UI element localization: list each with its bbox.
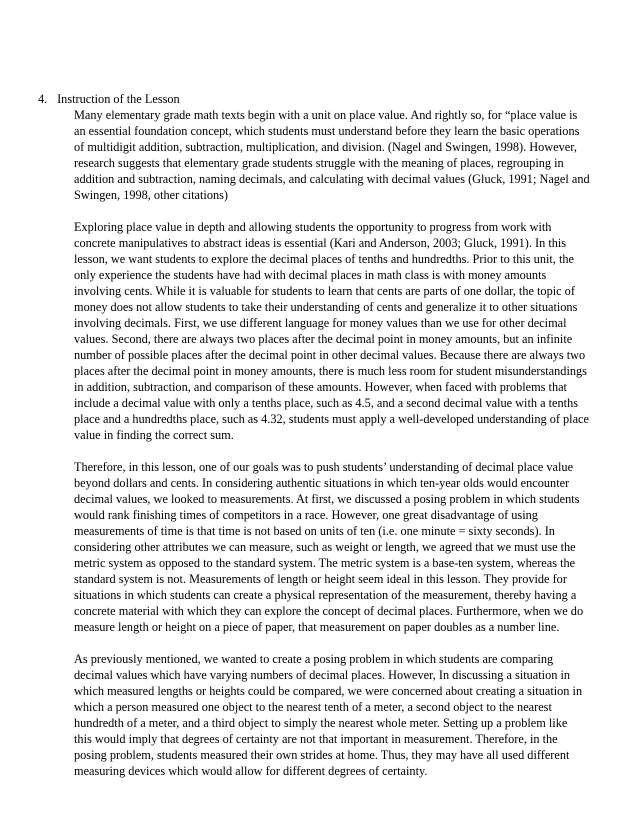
- paragraph-line: research suggests that elementary grade students struggle with the meaning of places, regrouping in: [74, 156, 564, 170]
- paragraph-line: which measured lengths or heights could be compared, we were concerned about creating a situation in: [74, 684, 583, 698]
- paragraph-line: only experience the students have had with decimal places in math class is with money amounts: [74, 268, 547, 282]
- paragraph-line: which a person measured one object to the nearest tenth of a meter, a second object to the nearest: [74, 700, 552, 714]
- body-paragraph: [74, 651, 609, 779]
- paragraph-line: addition and subtraction, naming decimals, and calculating with decimal values (Gluck, 1991; Nagel and: [74, 172, 590, 186]
- paragraph-line: of multidigit addition, subtraction, multiplication, and division. (Nagel and Swingen, 1998). However,: [74, 140, 577, 154]
- paragraph-line: lesson, we want students to explore the decimal places of tenths and hundredths. Prior to this unit, the: [74, 252, 574, 266]
- paragraph-line: measure length or height on a piece of paper, that measurement on paper doubles as a number line.: [74, 620, 560, 634]
- paragraph-line: metric system as opposed to the standard system. The metric system is a base-ten system, whereas the: [74, 556, 576, 570]
- paragraph-line: hundredth of a meter, and a third object to simply the nearest whole meter. Setting up a problem like: [74, 716, 568, 730]
- paragraph-line: measuring devices which would allow for different degrees of certainty.: [74, 764, 428, 778]
- paragraph-line: decimal values, we looked to measurements. At first, we discussed a posing problem in which students: [74, 492, 580, 506]
- paragraph-line: As previously mentioned, we wanted to create a posing problem in which students are comparing: [74, 652, 554, 666]
- paragraph-line: concrete manipulatives to abstract ideas is essential (Kari and Anderson, 2003; Gluck, 1991). In this: [74, 236, 567, 250]
- paragraph-line: posing problem, students measured their own strides at home. Thus, they may have all used different: [74, 748, 570, 762]
- paragraph-line: Swingen, 1998, other citations): [74, 188, 229, 202]
- paragraph-line: this would imply that degrees of certainty are not that important in measurement. Therefore, in the: [74, 732, 558, 746]
- paragraph-line: concrete material with which they can explore the concept of decimal places. Furthermore, when we do: [74, 604, 584, 618]
- paragraph-line: money does not allow students to take their understanding of cents and generalize it to other situations: [74, 300, 578, 314]
- paragraph-line: Therefore, in this lesson, one of our goals was to push students’ understanding of decimal place value: [74, 460, 574, 474]
- body-paragraph: [74, 459, 609, 635]
- paragraph-line: values. Second, there are always two places after the decimal point in money amounts, but an infinite: [74, 332, 573, 346]
- paragraph-line: considering other attributes we can measure, such as weight or length, we agreed that we must use the: [74, 540, 576, 554]
- section-number: 4.: [38, 92, 48, 106]
- paragraph-line: standard system is not. Measurements of length or height seem ideal in this lesson. They provide for: [74, 572, 567, 586]
- paragraph-line: measurements of time is that time is not based on units of ten (i.e. one minute = sixty seconds). In: [74, 524, 555, 538]
- paragraph-line: an essential foundation concept, which students must understand before they learn the basic operations: [74, 124, 580, 138]
- paragraph-line: include a decimal value with only a tenths place, such as 4.5, and a second decimal value with a tenths: [74, 396, 579, 410]
- paragraph-line: in addition, subtraction, and comparison of these amounts. However, when faced with problems that: [74, 380, 567, 394]
- paragraph-line: number of possible places after the decimal point in other decimal values. Because there are always two: [74, 348, 586, 362]
- document-body: [74, 107, 609, 795]
- paragraph-line: beyond dollars and cents. In considering authentic situations in which ten-year olds would encounter: [74, 476, 570, 490]
- body-paragraph: [74, 219, 609, 443]
- paragraph-line: Many elementary grade math texts begin with a unit on place value. And rightly so, for “place value is: [74, 108, 578, 122]
- paragraph-line: involving decimals. First, we use different language for money values than we use for other decimal: [74, 316, 567, 330]
- paragraph-line: involving cents. While it is valuable for students to learn that cents are parts of one dollar, the topic of: [74, 284, 575, 298]
- section-title: Instruction of the Lesson: [57, 92, 180, 106]
- paragraph-line: Exploring place value in depth and allowing students the opportunity to progress from work with: [74, 220, 552, 234]
- paragraph-line: place and a hundredths place, such as 4.32, students must apply a well-developed understanding of place: [74, 412, 589, 426]
- body-paragraph: [74, 107, 609, 203]
- paragraph-line: value in finding the correct sum.: [74, 428, 234, 442]
- paragraph-line: would rank finishing times of competitors in a race. However, one great disadvantage of using: [74, 508, 538, 522]
- section-heading: [38, 91, 180, 107]
- paragraph-line: situations in which students can create a physical representation of the measurement, thereby having a: [74, 588, 577, 602]
- paragraph-line: places after the decimal point in money amounts, there is much less room for student misunderstandings: [74, 364, 587, 378]
- paragraph-line: decimal values which have varying numbers of decimal places. However, In discussing a situation in: [74, 668, 571, 682]
